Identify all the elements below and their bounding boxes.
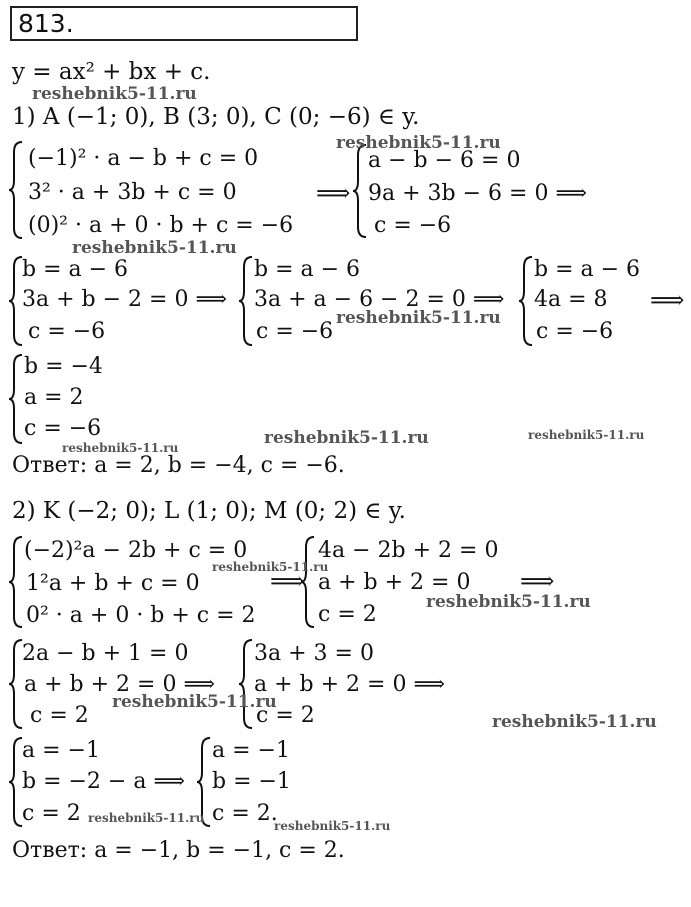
- watermark: reshebnik5-11.ru: [426, 592, 591, 612]
- p2s3-line3: c = 2: [30, 703, 89, 728]
- watermark: reshebnik5-11.ru: [72, 238, 237, 258]
- brace: [352, 143, 368, 239]
- p1s5-line3: c = −6: [536, 319, 614, 344]
- brace: [238, 638, 254, 730]
- p2s1-line1: (−2)²a − 2b + c = 0: [24, 538, 248, 563]
- p2s4-line1: 3a + 3 = 0: [254, 641, 374, 666]
- p1s4-line3: c = −6: [256, 319, 334, 344]
- problem-number: 813.: [18, 9, 74, 38]
- p2s3-line1: 2a − b + 1 = 0: [22, 641, 189, 666]
- p1s4-line1: b = a − 6: [254, 257, 361, 282]
- watermark: reshebnik5-11.ru: [336, 133, 501, 153]
- part2-answer: Ответ: a = −1, b = −1, c = 2.: [12, 838, 345, 863]
- watermark: reshebnik5-11.ru: [112, 692, 277, 712]
- p1s4-line2: 3a + a − 6 − 2 = 0 ⟹: [254, 287, 505, 312]
- p1s2-line3: c = −6: [374, 213, 452, 238]
- watermark: reshebnik5-11.ru: [528, 428, 645, 442]
- part1-header: 1) A (−1; 0), B (3; 0), C (0; −6) ∈ y.: [12, 104, 420, 130]
- brace: [518, 255, 534, 347]
- p1s6-line3: c = −6: [24, 416, 102, 441]
- p2s6-line2: b = −1: [212, 769, 291, 794]
- p1s3-line3: c = −6: [28, 319, 106, 344]
- implies-arrow: ⟹: [650, 286, 685, 314]
- p2s6-line3: c = 2.: [212, 801, 278, 826]
- p1s1-line1: (−1)² · a − b + c = 0: [28, 146, 259, 171]
- p1s1-line2: 3² · a + 3b + c = 0: [28, 180, 237, 205]
- p2s3-line2: a + b + 2 = 0 ⟹: [24, 672, 215, 697]
- watermark: reshebnik5-11.ru: [336, 308, 501, 328]
- p1s6-line2: a = 2: [24, 385, 84, 410]
- problem-number-box: [10, 6, 358, 41]
- p2s5-line2: b = −2 − a ⟹: [22, 769, 186, 794]
- brace: [8, 535, 24, 629]
- p2s6-line1: a = −1: [212, 738, 290, 763]
- watermark: reshebnik5-11.ru: [212, 560, 329, 574]
- implies-arrow: ⟹: [520, 567, 555, 595]
- p1s3-line2: 3a + b − 2 = 0 ⟹: [22, 287, 227, 312]
- brace: [238, 255, 254, 347]
- p2s5-line1: a = −1: [22, 738, 100, 763]
- implies-arrow: ⟹: [316, 179, 351, 207]
- brace: [8, 140, 24, 240]
- watermark: reshebnik5-11.ru: [88, 811, 205, 825]
- p1s5-line1: b = a − 6: [534, 257, 641, 282]
- watermark: reshebnik5-11.ru: [62, 441, 179, 455]
- p1s3-line1: b = a − 6: [22, 257, 129, 282]
- p1s2-line1: a − b − 6 = 0: [368, 148, 521, 173]
- implies-arrow: ⟹: [270, 567, 305, 595]
- p2s2-line1: 4a − 2b + 2 = 0: [318, 538, 499, 563]
- watermark: reshebnik5-11.ru: [32, 84, 197, 104]
- p2s4-line3: c = 2: [256, 703, 315, 728]
- p2s5-line3: c = 2: [22, 801, 81, 826]
- p2s4-line2: a + b + 2 = 0 ⟹: [254, 672, 445, 697]
- equation: y = ax² + bx + c.: [12, 59, 211, 85]
- part2-header: 2) K (−2; 0); L (1; 0); M (0; 2) ∈ y.: [12, 498, 406, 524]
- part1-answer: Ответ: a = 2, b = −4, c = −6.: [12, 453, 345, 478]
- watermark: reshebnik5-11.ru: [492, 712, 657, 732]
- p1s5-line2: 4a = 8: [534, 287, 608, 312]
- p2s2-line2: a + b + 2 = 0: [318, 570, 471, 595]
- p1s6-line1: b = −4: [24, 354, 103, 379]
- brace: [300, 535, 316, 629]
- p2s1-line2: 1²a + b + c = 0: [26, 571, 200, 596]
- p1s2-line2: 9a + 3b − 6 = 0 ⟹: [368, 181, 587, 206]
- watermark: reshebnik5-11.ru: [264, 428, 429, 448]
- p2s2-line3: c = 2: [318, 602, 377, 627]
- p1s1-line3: (0)² · a + 0 · b + c = −6: [28, 213, 294, 238]
- brace: [8, 353, 24, 445]
- p2s1-line3: 0² · a + 0 · b + c = 2: [26, 603, 256, 628]
- watermark: reshebnik5-11.ru: [274, 819, 391, 833]
